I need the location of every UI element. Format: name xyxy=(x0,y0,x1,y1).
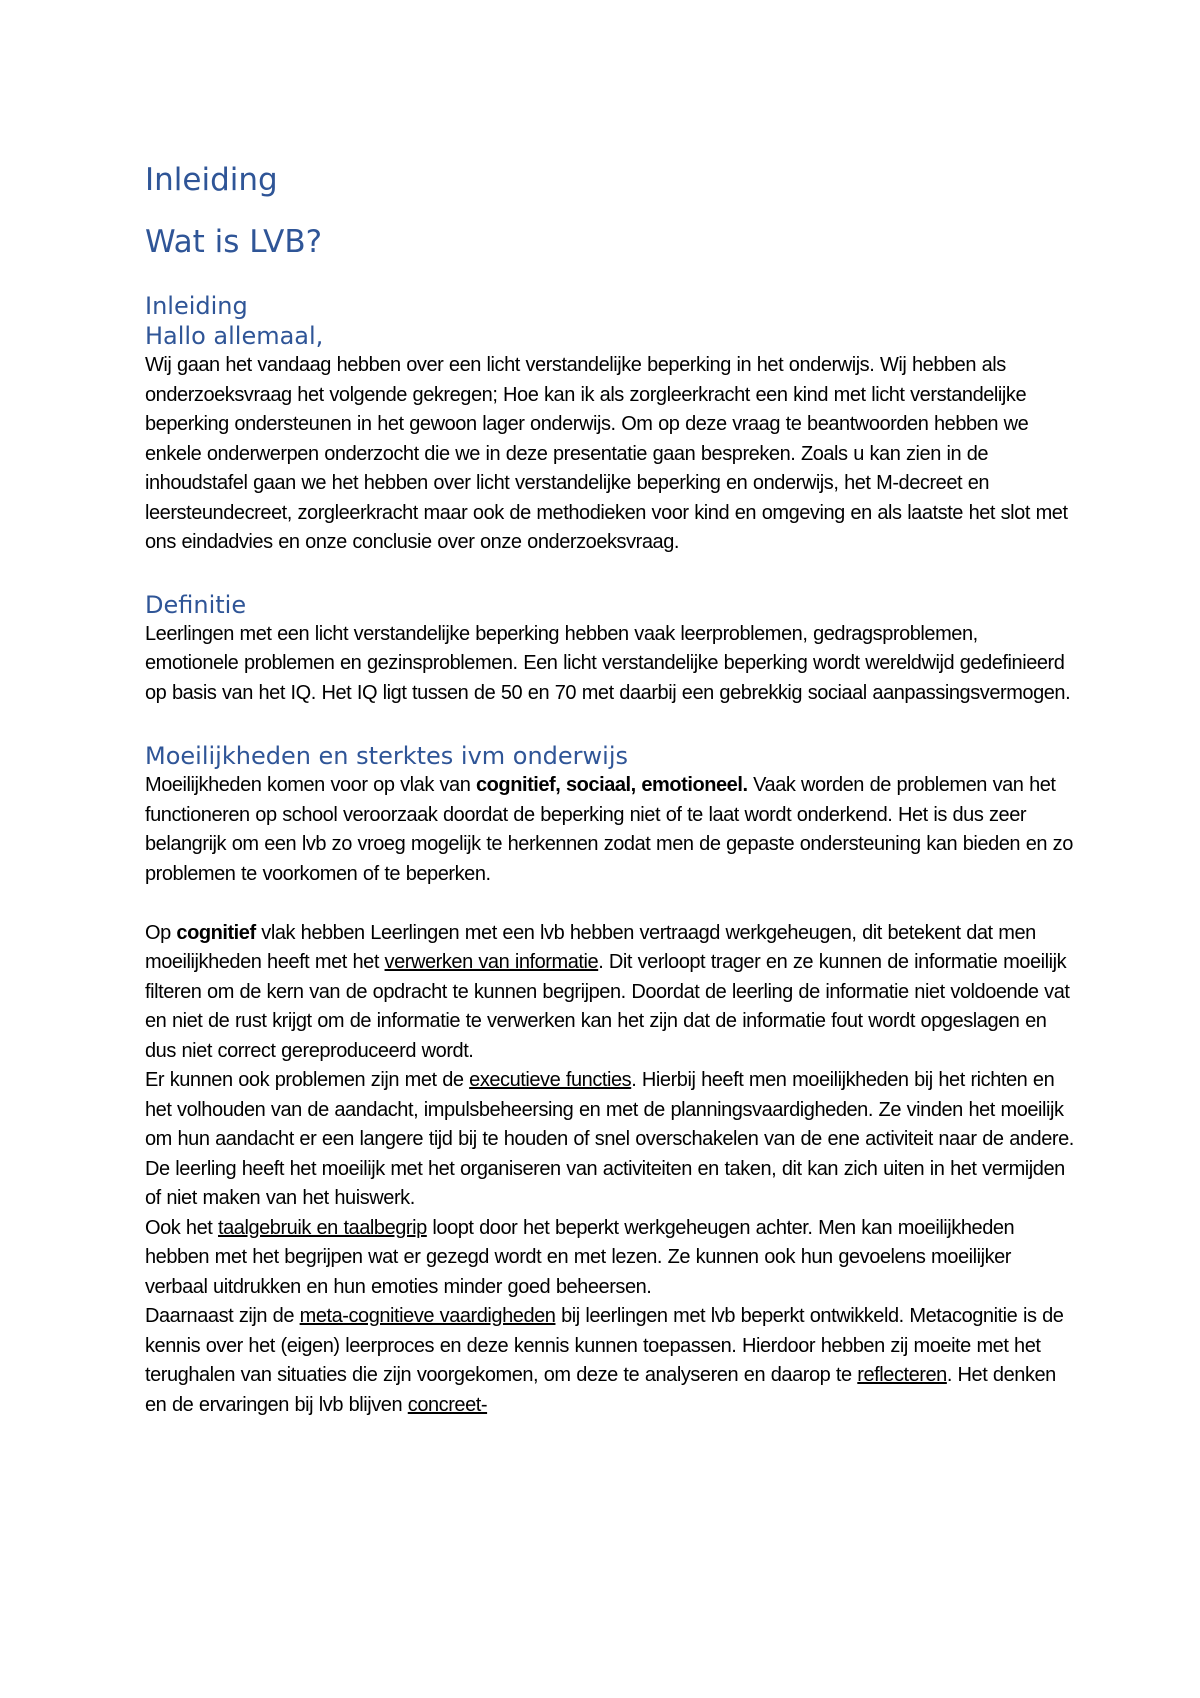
subheading-moeilijkheden: Moeilijkheden en sterktes ivm onderwijs xyxy=(145,742,629,770)
text-run: Er kunnen ook problemen zijn met de xyxy=(145,1069,470,1091)
heading-wat-is-lvb: Wat is LVB? xyxy=(145,224,323,260)
document-body xyxy=(145,160,1075,1420)
text-run: Daarnaast zijn de xyxy=(145,1305,300,1327)
text-run: Ook het xyxy=(145,1216,218,1239)
text-run: . Hierbij heeft men moeilijkheden bij het richten en het volhouden van de aandacht, impulsbeheersing en met de planningsvaardigheden. Ze vinden het moeilijk om hun aandacht er een langere tijd bij te houden of snel overschakelen van de ene activiteit naar de andere. De leerling heeft het moeilijk met het organiseren van activiteiten en taken, dit kan zich uiten in het vermijden of niet maken van het huiswerk. xyxy=(145,1069,1074,1209)
difficulties-paragraph-5 xyxy=(145,1302,1075,1420)
difficulties-paragraph-2 xyxy=(145,919,1075,1067)
underlined-text: verwerken van informatie xyxy=(384,951,599,973)
text-run: vlak hebben Leerlingen met een lvb hebben vertraagd werkgeheugen, dit betekent dat men moeilijkheden heeft met het xyxy=(145,921,1036,973)
bold-text: cognitief xyxy=(176,921,256,944)
underlined-text: concreet- xyxy=(407,1393,488,1416)
difficulties-paragraph-4 xyxy=(145,1214,1075,1303)
subheading-hallo-allemaal: Hallo allemaal, xyxy=(145,322,324,350)
text-run: Op xyxy=(145,921,177,944)
underlined-text: meta-cognitieve vaardigheden xyxy=(299,1305,556,1327)
subheading-inleiding: Inleiding xyxy=(145,292,248,320)
empty-line xyxy=(145,889,1075,919)
text-run: . Dit verloopt trager en ze kunnen de informatie moeilijk filteren om de kern van de opdracht te kunnen begrijpen. Doordat de leerling de informatie niet voldoende vat en niet de rust krijgt om de informatie te verwerken kan het zijn dat de informatie fout wordt opgeslagen en dus niet correct gereproduceerd wordt. xyxy=(145,951,1070,1062)
underlined-text: reflecteren xyxy=(857,1364,947,1386)
underlined-text: executieve functies xyxy=(469,1069,632,1091)
text-run: bij leerlingen met lvb beperkt ontwikkeld. Metacognitie is de kennis over het (eigen) leerproces en deze kennis kunnen toepassen. Hierdoor hebben zij moeite met het terughalen van situaties die zijn voorgekomen, om deze te analyseren en daarop te xyxy=(145,1305,1064,1386)
heading-inleiding: Inleiding xyxy=(145,162,278,198)
text-run: Moeilijkheden komen voor op vlak van xyxy=(145,774,476,796)
underlined-text: taalgebruik en taalbegrip xyxy=(218,1216,427,1239)
text-run: loopt door het beperkt werkgeheugen achter. Men kan moeilijkheden hebben met het begrijpen wat er gezegd wordt en met lezen. Ze kunnen ook hun gevoelens moeilijker verbaal uitdrukken en hun emoties minder goed beheersen. xyxy=(145,1216,1015,1298)
text-run: . Het denken en de ervaringen bij lvb blijven xyxy=(145,1364,1056,1416)
bold-text: cognitief, sociaal, emotioneel. xyxy=(475,774,748,796)
difficulties-paragraph-3 xyxy=(145,1066,1075,1214)
definition-paragraph: Leerlingen met een licht verstandelijke beperking hebben vaak leerproblemen, gedragsproblemen, emotionele problemen en gezinsproblemen. Een licht verstandelijke beperking wordt wereldwijd gedefinieerd op basis van het IQ. Het IQ ligt tussen de 50 en 70 met daarbij een gebrekkig sociaal aanpassingsvermogen. xyxy=(145,622,1071,704)
subheading-definitie: Definitie xyxy=(145,590,247,619)
text-run: Vaak worden de problemen van het functioneren op school veroorzaak doordat de beperking niet of te laat wordt onderkend. Het is dus zeer belangrijk om een lvb zo vroeg mogelijk te herkennen zodat men de gepaste ondersteuning kan bieden en zo problemen te voorkomen of te beperken. xyxy=(145,774,1073,885)
difficulties-paragraph-1 xyxy=(145,771,1075,889)
intro-paragraph: Wij gaan het vandaag hebben over een licht verstandelijke beperking in het onderwijs. Wij hebben als onderzoeksvraag het volgende gekregen; Hoe kan ik als zorgleerkracht een kind met licht verstandelijke beperking ondersteunen in het gewoon lager onderwijs. Om op deze vraag te beantwoorden hebben we enkele onderwerpen onderzocht die we in deze presentatie gaan bespreken. Zoals u kan zien in de inhoudstafel gaan we het hebben over licht verstandelijke beperking en onderwijs, het M-decreet en leersteundecreet, zorgleerkracht maar ook de methodieken voor kind en omgeving en als laatste het slot met ons eindadvies en onze conclusie over onze onderzoeksvraag. xyxy=(145,354,1068,553)
